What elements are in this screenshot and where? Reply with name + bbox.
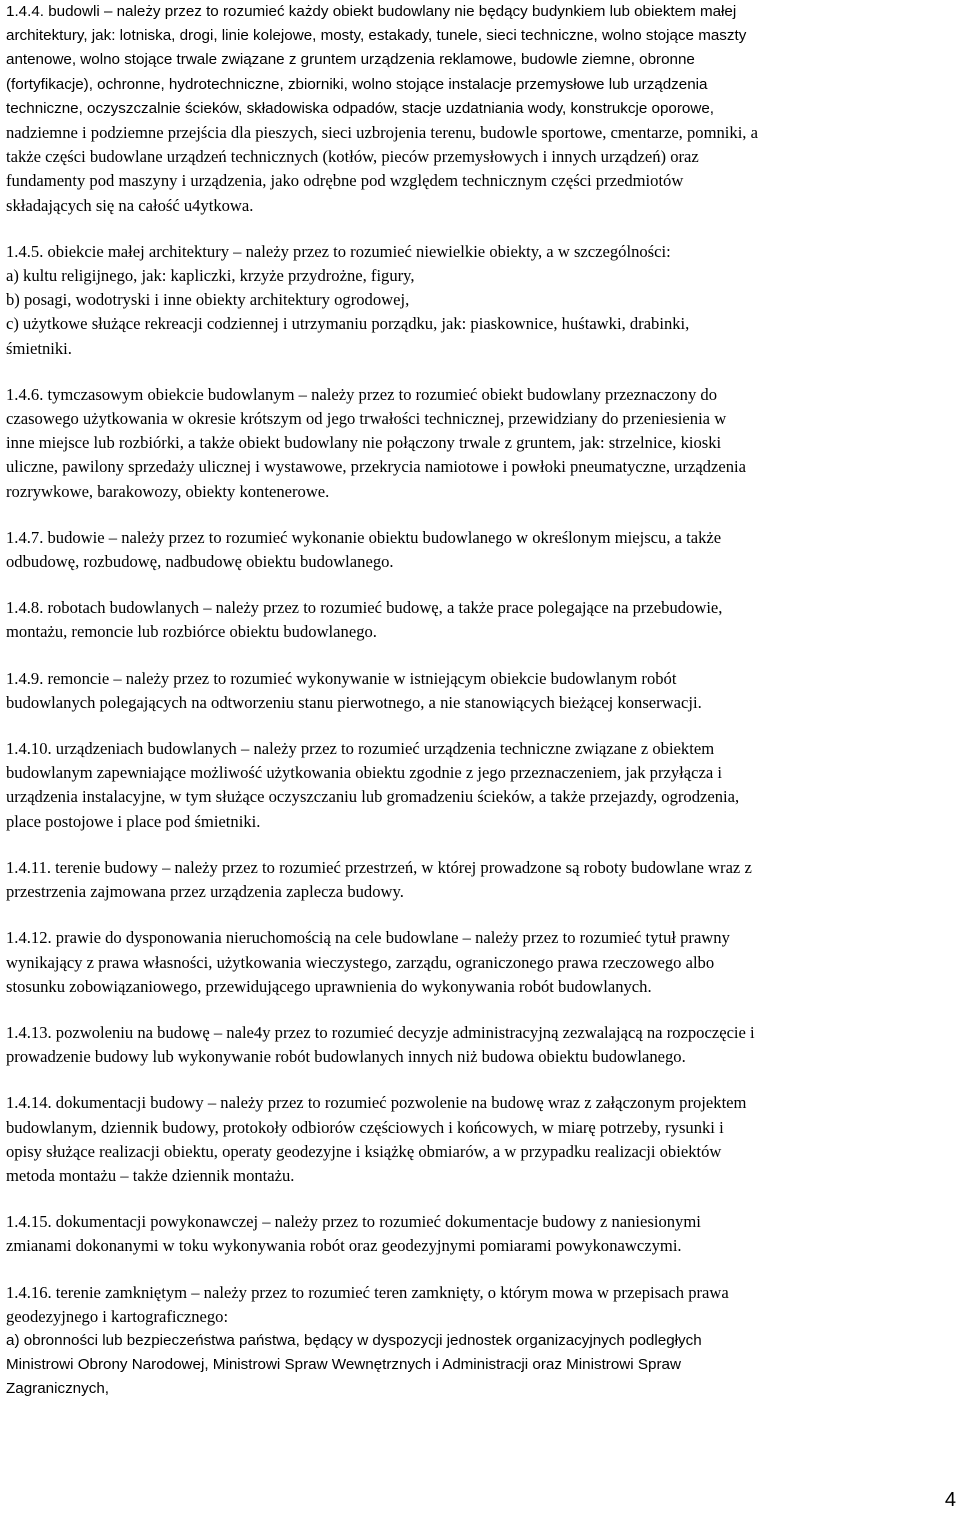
text-line: budowlanym, dziennik budowy, protokoły odbiorów częściowych i końcowych, w miarę potrzeby, rysunki i [6, 1117, 724, 1137]
text-line: budowlanych polegających na odtworzeniu stanu pierwotnego, a nie stanowiących bieżącej konserwacji. [6, 692, 702, 712]
text-line: architektury, jak: lotniska, drogi, linie kolejowe, mosty, estakady, tunele, sieci techniczne, wolno stojące maszty [6, 27, 747, 45]
text-line: metoda montażu – także dziennik montażu. [6, 1165, 295, 1185]
text-line: place postojowe i place pod śmietniki. [6, 811, 261, 831]
text-line: b) posagi, wodotryski i inne obiekty architektury ogrodowej, [6, 290, 410, 310]
text-line: a) obronności lub bezpieczeństwa państwa, będący w dyspozycji jednostek organizacyjnych podległych [6, 1331, 702, 1349]
text-line: 1.4.4. budowli – należy przez to rozumieć każdy obiekt budowlany nie będący budynkiem lub obiektem małej [6, 3, 737, 20]
page-number: 4 [944, 1489, 956, 1511]
text-line: 1.4.11. terenie budowy – należy przez to rozumieć przestrzeń, w której prowadzone są roboty budowlane wraz z [6, 857, 752, 877]
document-page [6, 0, 958, 1424]
paragraph [6, 0, 958, 121]
paragraph [6, 1021, 958, 1069]
text-line: opisy służące realizacji obiektu, operaty geodezyjne i książkę obmiarów, a w przypadku realizacji obiektów [6, 1141, 722, 1161]
text-line: inne miejsce lub rozbiórki, a także obiekt budowlany nie połączony trwale z gruntem, jak: strzelnice, kioski [6, 433, 722, 453]
paragraph [6, 1210, 958, 1258]
text-line: 1.4.16. terenie zamkniętym – należy przez to rozumieć teren zamknięty, o którym mowa w przepisach prawa [6, 1282, 729, 1302]
text-line: Ministrowi Obrony Narodowej, Ministrowi Spraw Wewnętrznych i Administracji oraz Ministrowi Spraw [6, 1356, 681, 1374]
text-line: 1.4.6. tymczasowym obiekcie budowlanym – należy przez to rozumieć obiekt budowlany przeznaczony do [6, 384, 717, 404]
paragraph [6, 1281, 958, 1329]
text-line: geodezyjnego i kartograficznego: [6, 1306, 229, 1326]
text-line: także części budowlane urządzeń technicznych (kotłów, pieców przemysłowych i innych urządzeń) oraz [6, 147, 699, 167]
text-line: Zagranicznych, [6, 1380, 109, 1398]
text-line: przestrzenia zajmowana przez urządzenia zaplecza budowy. [6, 882, 404, 902]
text-line: czasowego użytkowania w okresie krótszym od jego trwałości technicznej, przewidziany do przeniesienia w [6, 409, 727, 429]
text-line: budowlanym zapewniające możliwość użytkowania obiektu zgodnie z jego przeznaczeniem, jak przyłącza i [6, 763, 722, 783]
text-line: 1.4.14. dokumentacji budowy – należy przez to rozumieć pozwolenie na budowę wraz z załączonym projektem [6, 1093, 747, 1113]
paragraph [6, 1329, 958, 1402]
text-line: prowadzenie budowy lub wykonywanie robót budowlanych innych niż budowa obiektu budowlanego. [6, 1047, 686, 1067]
text-line: montażu, remoncie lub rozbiórce obiektu budowlanego. [6, 622, 377, 642]
text-line: 1.4.15. dokumentacji powykonawczej – należy przez to rozumieć dokumentacje budowy z naniesionymi [6, 1212, 701, 1232]
text-line: uliczne, pawilony sprzedaży ulicznej i wystawowe, przekrycia namiotowe i powłoki pneumatyczne, urządzenia [6, 457, 746, 477]
text-line: zmianami dokonanymi w toku wykonywania robót oraz geodezyjnymi pomiarami powykonawczymi. [6, 1236, 682, 1256]
text-line: 1.4.12. prawie do dysponowania nieruchomością na cele budowlane – należy przez to rozumieć tytuł prawny [6, 928, 730, 948]
text-line: fundamenty pod maszyny i urządzenia, jako odrębne pod względem technicznym części przedmiotów [6, 171, 684, 191]
text-line: śmietniki. [6, 338, 72, 358]
text-line: urządzenia instalacyjne, w tym służące oczyszczaniu lub gromadzeniu ścieków, a także przejazdy, ogrodzenia, [6, 787, 740, 807]
paragraph [6, 1091, 958, 1188]
text-line: 1.4.7. budowie – należy przez to rozumieć wykonanie obiektu budowlanego w określonym miejscu, a także [6, 527, 722, 547]
paragraph [6, 596, 958, 644]
text-line: 1.4.5. obiekcie małej architektury – należy przez to rozumieć niewielkie obiekty, a w szczególności: [6, 241, 671, 261]
text-line: a) kultu religijnego, jak: kapliczki, krzyże przydrożne, figury, [6, 266, 415, 286]
text-line: stosunku zobowiązaniowego, przewidującego uprawnienia do wykonywania robót budowlanych. [6, 976, 652, 996]
text-line: techniczne, oczyszczalnie ścieków, składowiska odpadów, stacje uzdatniania wody, konstrukcje oporowe, [6, 99, 714, 117]
paragraph [6, 926, 958, 999]
text-line: rozrywkowe, barakowozy, obiekty kontenerowe. [6, 481, 330, 501]
paragraph [6, 383, 958, 504]
text-line: 1.4.10. urządzeniach budowlanych – należy przez to rozumieć urządzenia techniczne związane z obiektem [6, 739, 715, 759]
text-line: antenowe, wolno stojące trwale związane z gruntem urządzenia reklamowe, budowle ziemne, obronne [6, 51, 695, 69]
paragraph [6, 526, 958, 574]
text-line: składających się na całość u4ytkowa. [6, 195, 254, 215]
paragraph [6, 667, 958, 715]
text-line: 1.4.13. pozwoleniu na budowę – nale4y przez to rozumieć decyzje administracyjną zezwalającą na rozpoczęcie i [6, 1022, 755, 1042]
text-line: (fortyfikacje), ochronne, hydrotechniczne, zbiorniki, wolno stojące instalacje przemysłowe lub urządzenia [6, 75, 708, 93]
text-line: c) użytkowe służące rekreacji codziennej i utrzymaniu porządku, jak: piaskownice, huśtawki, drabinki, [6, 314, 690, 334]
paragraph [6, 240, 958, 361]
paragraph [6, 737, 958, 834]
text-line: wynikający z prawa własności, użytkowania wieczystego, zarządu, ograniczonego prawa rzeczowego albo [6, 952, 715, 972]
paragraph [6, 121, 958, 218]
text-line: 1.4.8. robotach budowlanych – należy przez to rozumieć budowę, a także prace polegające na przebudowie, [6, 598, 723, 618]
paragraph [6, 856, 958, 904]
text-line: nadziemne i podziemne przejścia dla pieszych, sieci uzbrojenia terenu, budowle sportowe, cmentarze, pomniki, a [6, 123, 758, 143]
text-line: odbudowę, rozbudowę, nadbudowę obiektu budowlanego. [6, 552, 394, 572]
text-line: 1.4.9. remoncie – należy przez to rozumieć wykonywanie w istniejącym obiekcie budowlanym robót [6, 668, 677, 688]
